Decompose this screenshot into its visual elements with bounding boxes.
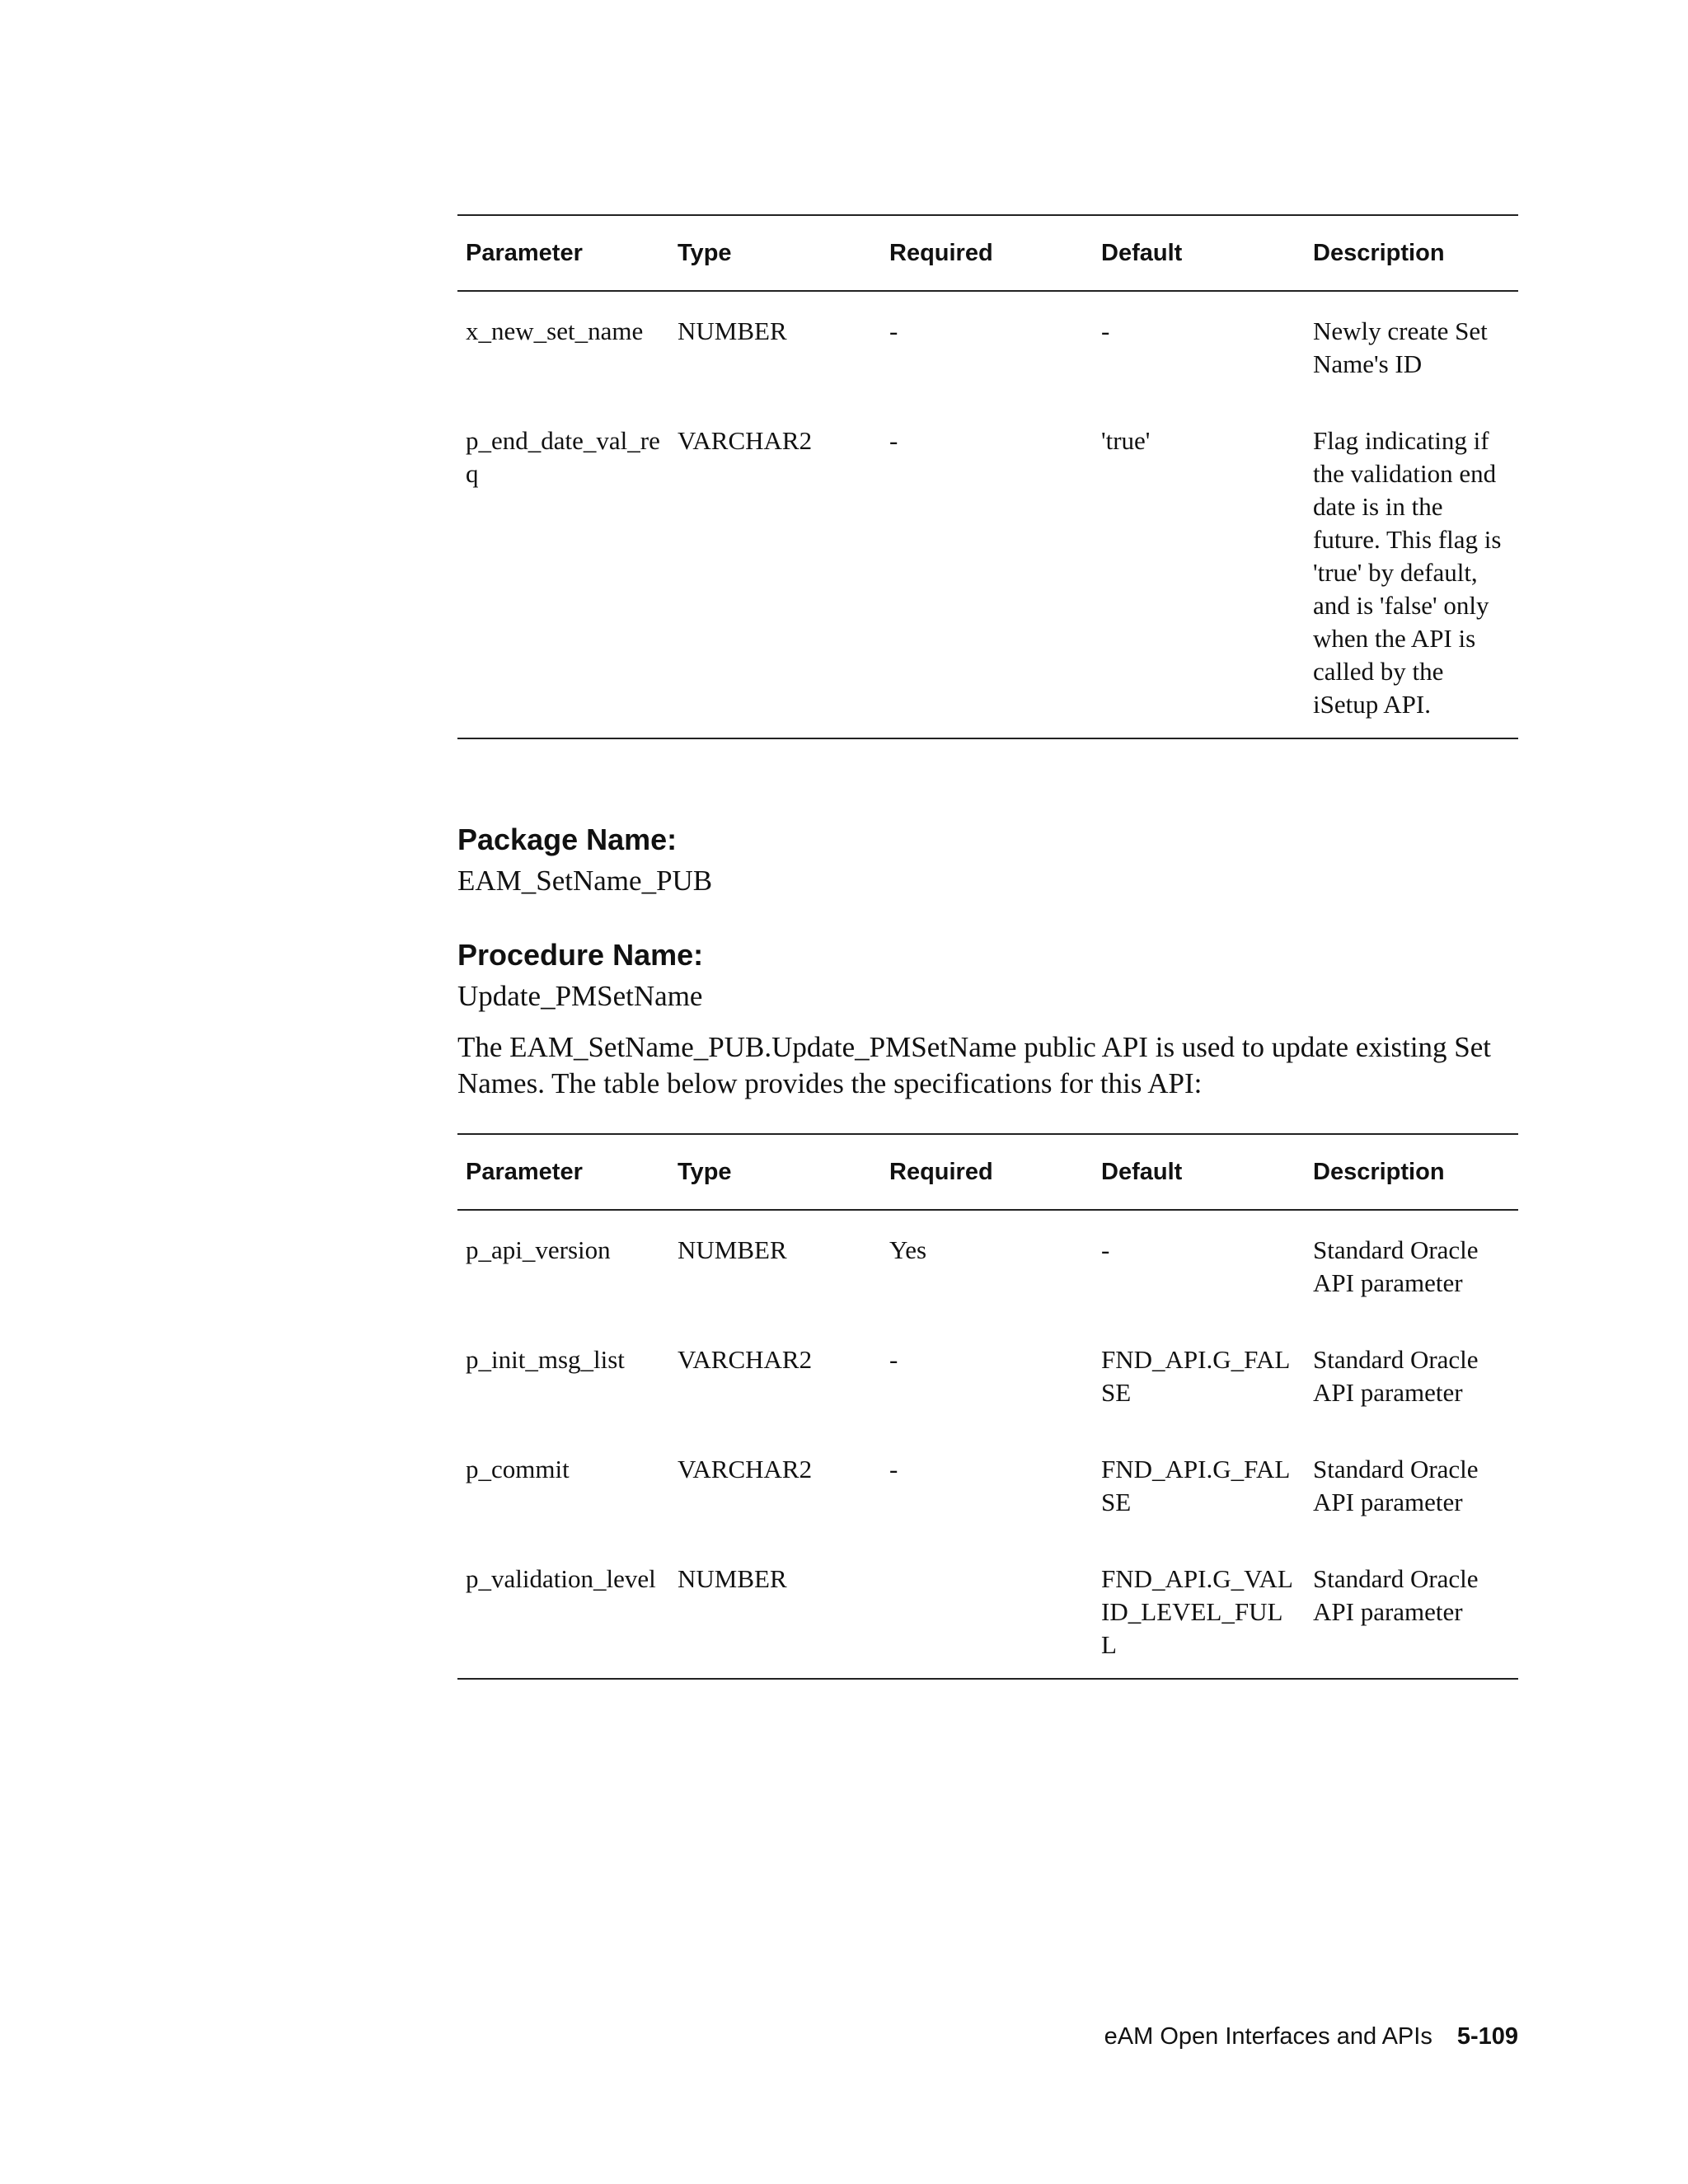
cell-required: Yes <box>889 1235 927 1264</box>
package-name-value: EAM_SetName_PUB <box>457 865 713 897</box>
cell-type: VARCHAR2 <box>678 426 813 455</box>
cell-description: Standard Oracle API parameter <box>1313 1235 1479 1297</box>
procedure-name-heading: Procedure Name: <box>457 938 704 972</box>
cell-description: Standard Oracle API parameter <box>1313 1345 1479 1407</box>
cell-required: - <box>889 1455 898 1483</box>
header-description: Description <box>1313 1158 1445 1185</box>
cell-description: Standard Oracle API parameter <box>1313 1564 1479 1626</box>
header-parameter: Parameter <box>466 1158 583 1185</box>
cell-default: - <box>1101 1235 1110 1264</box>
cell-description: Standard Oracle API parameter <box>1313 1455 1479 1516</box>
cell-type: VARCHAR2 <box>678 1345 813 1374</box>
footer-title: eAM Open Interfaces and APIs <box>1104 2023 1432 2050</box>
cell-parameter: p_commit <box>466 1455 570 1483</box>
header-default: Default <box>1101 239 1183 266</box>
cell-parameter: p_api_version <box>466 1235 611 1264</box>
procedure-name-value: Update_PMSetName <box>457 980 703 1012</box>
page-footer <box>1104 2023 1518 2050</box>
header-required: Required <box>889 239 993 266</box>
cell-required: - <box>889 1345 898 1374</box>
cell-parameter: x_new_set_name <box>466 316 644 345</box>
cell-required: - <box>889 316 898 345</box>
header-parameter: Parameter <box>466 239 583 266</box>
cell-parameter: p_init_msg_list <box>466 1345 625 1374</box>
cell-type: VARCHAR2 <box>678 1455 813 1483</box>
page-content <box>457 214 1518 1680</box>
table-header-row <box>457 215 1518 291</box>
header-type: Type <box>678 1158 732 1185</box>
header-type: Type <box>678 239 732 266</box>
header-default: Default <box>1101 1158 1183 1185</box>
page-number: 5-109 <box>1456 2023 1518 2050</box>
parameters-table-2 <box>457 1133 1518 1680</box>
table-row <box>457 1343 1518 1453</box>
cell-default: FND_API.G_FALSE <box>1101 1345 1291 1407</box>
cell-parameter: p_validation_level <box>466 1564 656 1593</box>
table-row <box>457 1210 1518 1343</box>
cell-type: NUMBER <box>678 1235 787 1264</box>
table-row <box>457 424 1518 738</box>
package-name-heading: Package Name: <box>457 823 678 856</box>
cell-type: NUMBER <box>678 1564 787 1593</box>
table-row <box>457 1563 1518 1679</box>
cell-type: NUMBER <box>678 316 787 345</box>
table-row <box>457 1453 1518 1563</box>
cell-parameter: p_end_date_val_req <box>466 426 660 488</box>
cell-default: FND_API.G_VALID_LEVEL_FULL <box>1101 1564 1293 1659</box>
parameters-table-1 <box>457 214 1518 739</box>
cell-default: 'true' <box>1101 426 1151 455</box>
header-required: Required <box>889 1158 993 1185</box>
header-description: Description <box>1313 239 1445 266</box>
cell-default: FND_API.G_FALSE <box>1101 1455 1291 1516</box>
cell-required <box>881 1563 1093 1679</box>
cell-required: - <box>889 426 898 455</box>
table-row <box>457 291 1518 424</box>
table-header-row <box>457 1134 1518 1210</box>
cell-default: - <box>1101 316 1110 345</box>
procedure-description: The EAM_SetName_PUB.Update_PMSetName public API is used to update existing Set Names. The table below provides the specifications for this API: <box>457 1031 1492 1099</box>
cell-description: Flag indicating if the validation end date is in the future. This flag is 'true' by default, and is 'false' only when the API is called by the iSetup API. <box>1313 426 1502 719</box>
cell-description: Newly create Set Name's ID <box>1313 316 1488 378</box>
